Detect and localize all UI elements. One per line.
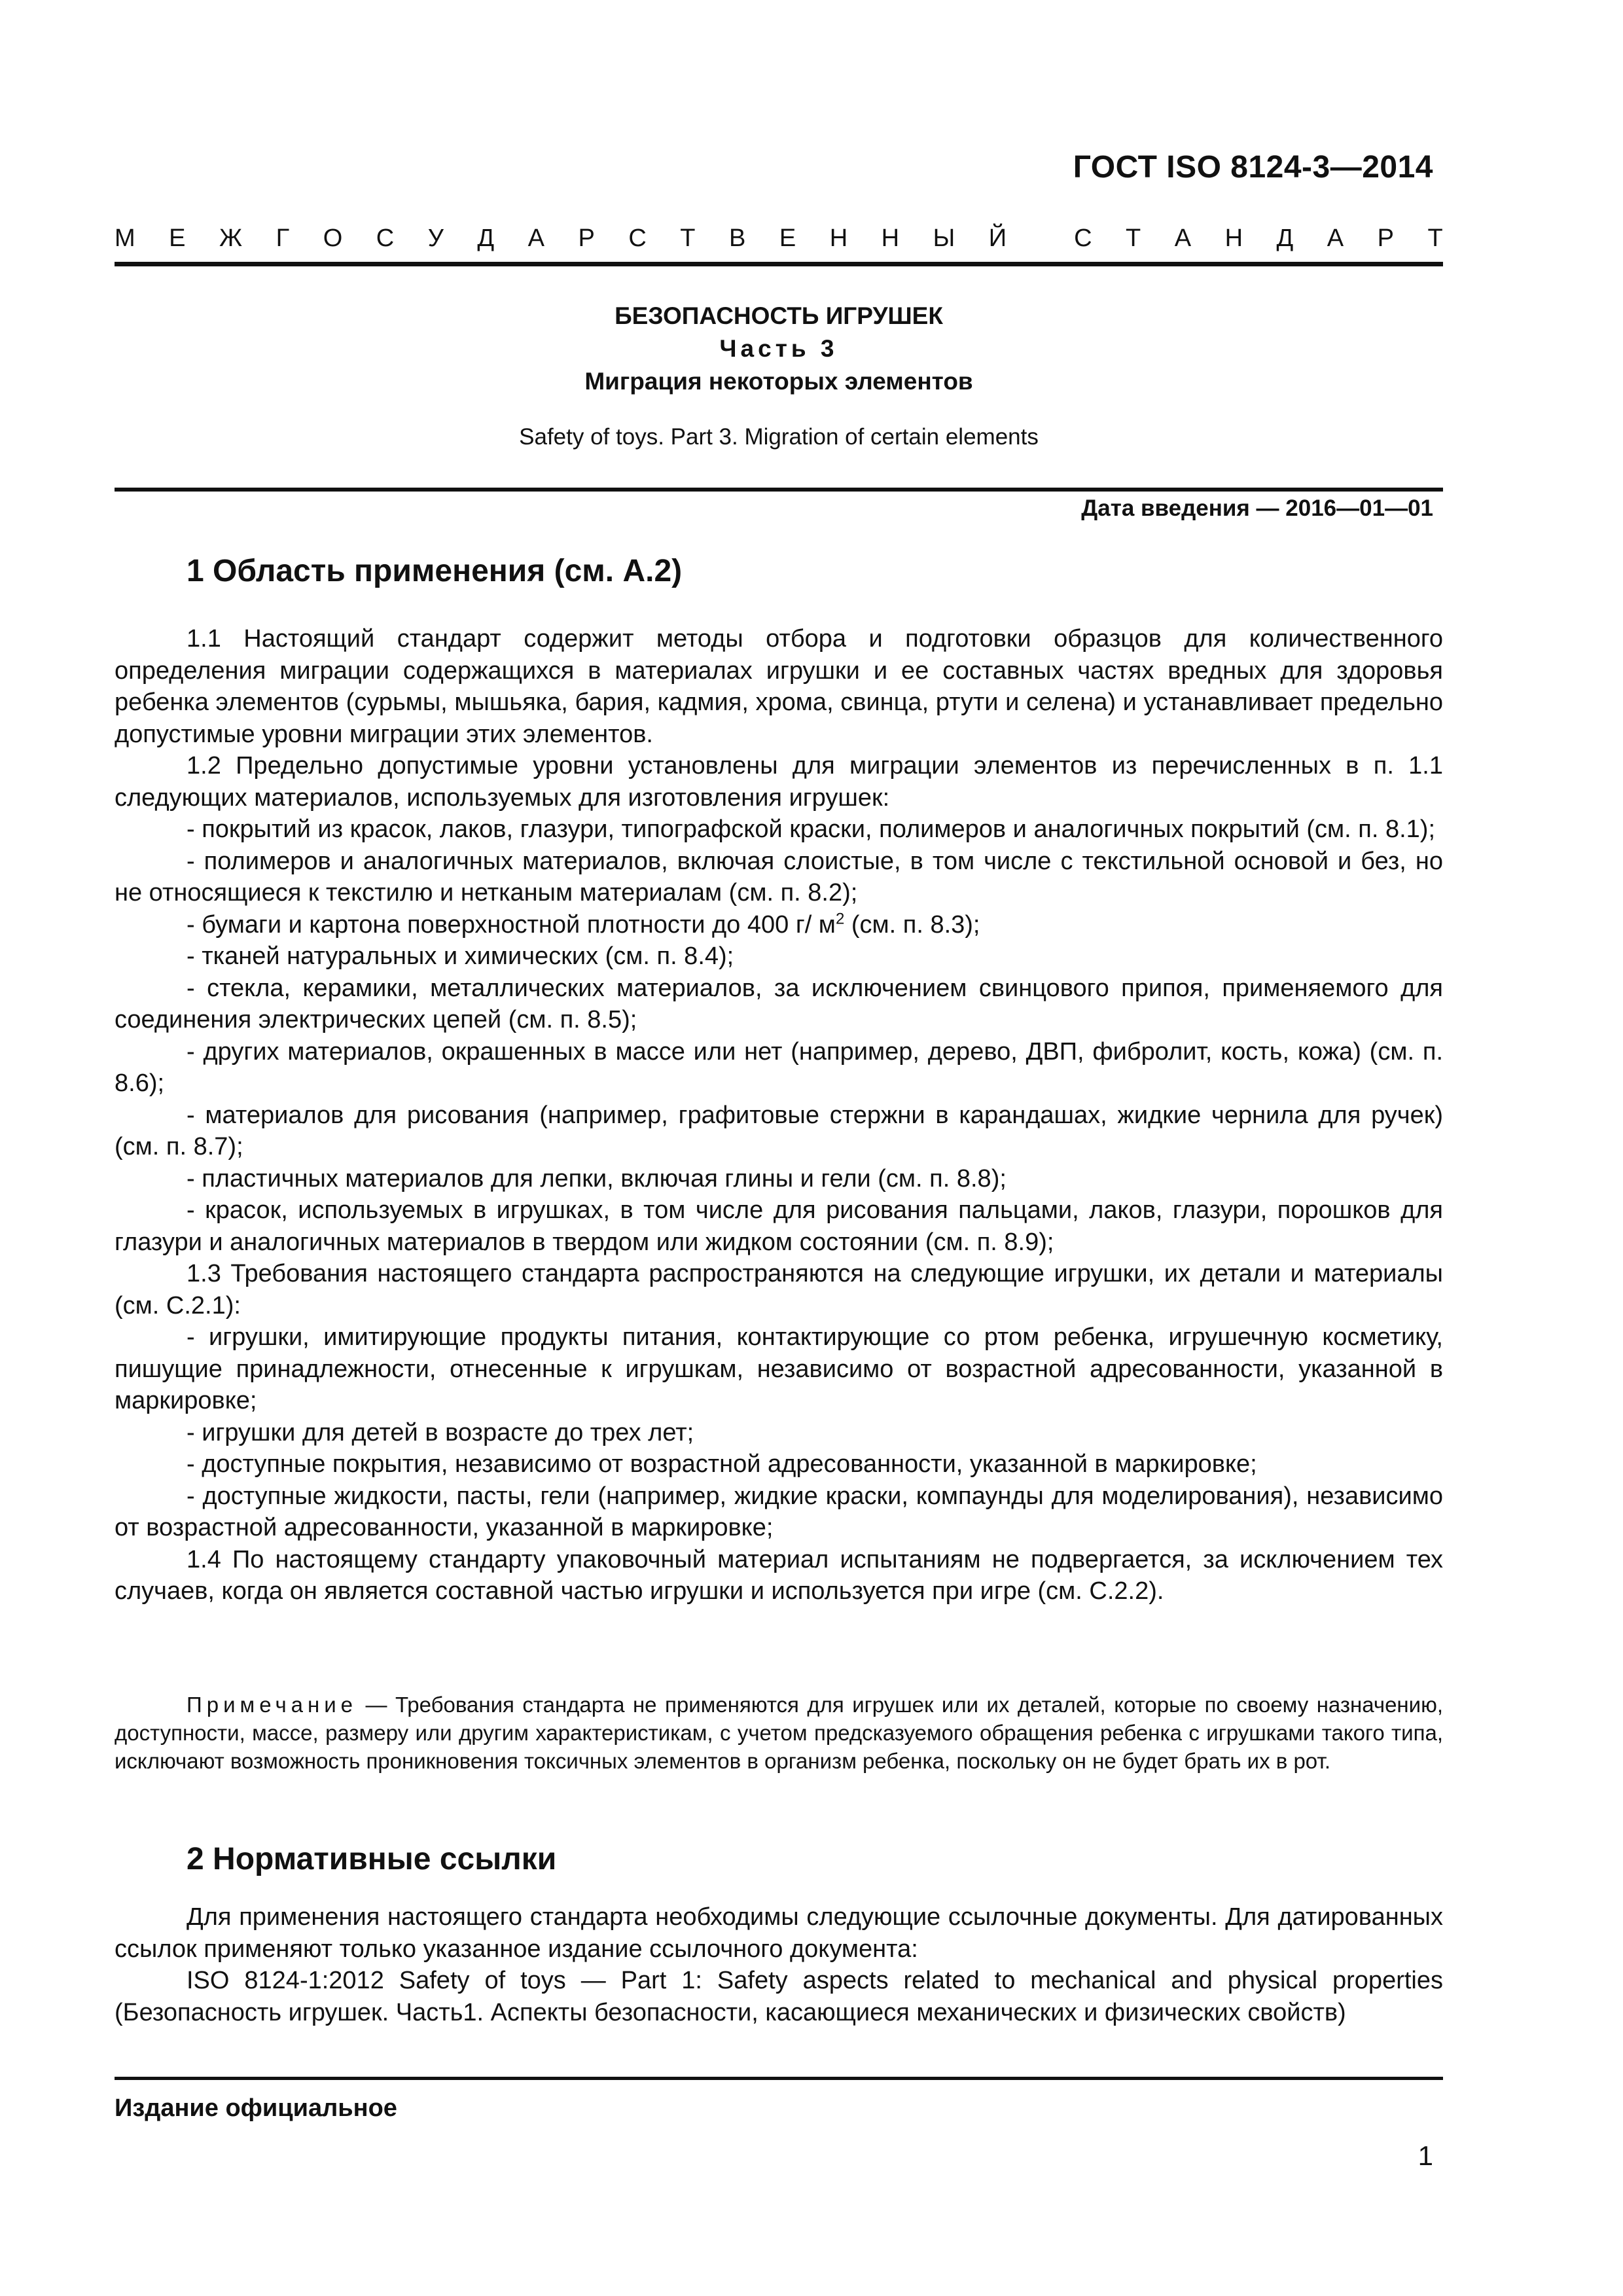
interstate-letter: Н [881, 224, 900, 252]
paragraph: 1.3 Требования настоящего стандарта распространяются на следующие игрушки, их детали и материалы (см. С.2.1): [115, 1260, 1443, 1319]
note-text: — Требования стандарта не применяются для игрушек или их деталей, которые по своему назначению, доступности, массе, размеру или другим характеристикам, с учетом предсказуемого обращения ребенка с игрушками такого типа, исключают возможность проникновения токсичных элементов в организм ребенка, поскольку он не будет брать их в рот. [115, 1693, 1443, 1773]
section-2-title: 2 Нормативные ссылки [187, 1842, 557, 1876]
interstate-letter: Ж [219, 224, 243, 252]
list-item: - тканей натуральных и химических (см. п. 8.4); [187, 942, 734, 970]
page-number: 1 [1418, 2140, 1433, 2171]
section-2-body [115, 1901, 1443, 2028]
title-line-2: Часть 3 [719, 335, 838, 362]
interstate-letter: С [376, 224, 395, 252]
list-item: - полимеров и аналогичных материалов, включая слоистые, в том числе с текстильной основой и без, но не относящиеся к текстилю и нетканым материалам (см. п. 8.2); [115, 847, 1443, 906]
paragraph: ISO 8124-1:2012 Safety of toys — Part 1: Safety aspects related to mechanical and physical properties (Безопасность игрушек. Часть1. Аспекты безопасности, касающиеся механических и физических свойств) [115, 1967, 1443, 2026]
document-code: ГОСТ ISO 8124-3—2014 [1073, 150, 1433, 185]
list-item: - красок, используемых в игрушках, в том числе для рисования пальцами, лаков, глазури, порошков для глазури и аналогичных материалов в твердом или жидком состоянии (см. п. 8.9); [115, 1196, 1443, 1256]
note [115, 1691, 1443, 1775]
interstate-letter: Н [829, 224, 848, 252]
interstate-letter: Ы [933, 224, 955, 252]
paragraph: 1.4 По настоящему стандарту упаковочный материал испытаниям не подвергается, за исключением тех случаев, когда он является составной частью игрушки и используется при игре (см. С.2.2). [115, 1545, 1443, 1605]
interstate-letter: А [1327, 224, 1344, 252]
list-item: - игрушки, имитирующие продукты питания, контактирующие со ртом ребенка, игрушечную косметику, пишущие принадлежности, отнесенные к игрушкам, независимо от возрастной адресованности, указанной в маркировке; [115, 1323, 1443, 1414]
interstate-letter: Е [779, 224, 796, 252]
interstate-letter: У [427, 224, 444, 252]
interstate-letter: Р [578, 224, 595, 252]
header-rule [115, 262, 1443, 266]
interstate-letter: Д [1276, 224, 1294, 252]
section-1-body [115, 623, 1443, 1607]
list-item: - других материалов, окрашенных в массе или нет (например, дерево, ДВП, фибролит, кость, кожа) (см. п. 8.6); [115, 1037, 1443, 1097]
interstate-letter: В [728, 224, 746, 252]
interstate-letter: Т [1126, 224, 1141, 252]
paragraph: 1.2 Предельно допустимые уровни установлены для миграции элементов из перечисленных в п. 1.1 следующих материалов, используемых для изготовления игрушек: [115, 752, 1443, 812]
introduction-date: Дата введения — 2016—01—01 [1081, 495, 1433, 521]
title-line-3: Миграция некоторых элементов [584, 368, 973, 395]
list-item: - игрушки для детей в возрасте до трех лет; [187, 1418, 694, 1446]
list-item: - доступные покрытия, независимо от возрастной адресованности, указанной в маркировке; [187, 1450, 1257, 1478]
paragraph: Для применения настоящего стандарта необходимы следующие ссылочные документы. Для датированных ссылок применяют только указанное издание ссылочного документа: [115, 1903, 1443, 1963]
note-label: Примечание [187, 1693, 358, 1717]
footer-rule [115, 2077, 1443, 2080]
interstate-letter: Е [169, 224, 186, 252]
list-item [115, 909, 1443, 941]
list-item: - пластичных материалов для лепки, включая глины и гели (см. п. 8.8); [187, 1164, 1007, 1193]
list-item-text: - бумаги и картона поверхностной плотности до 400 г/ м [187, 910, 836, 939]
english-title: Safety of toys. Part 3. Migration of certain elements [519, 424, 1039, 450]
list-item: - покрытий из красок, лаков, глазури, типографской краски, полимеров и аналогичных покрытий (см. п. 8.1); [187, 816, 1435, 843]
paragraph: 1.1 Настоящий стандарт содержит методы отбора и подготовки образцов для количественного определения миграции содержащихся в материалах игрушки и ее составных частях вредных для здоровья ребенка элементов (сурьмы, мышьяка, бария, кадмия, хрома, свинца, ртути и селена) и устанавливает предельно допустимые уровни миграции этих элементов. [115, 625, 1443, 748]
superscript: 2 [835, 909, 845, 927]
list-item: - доступные жидкости, пасты, гели (например, жидкие краски, компаунды для моделирования), независимо от возрастной адресованности, указанной в маркировке; [115, 1482, 1443, 1541]
interstate-letter: Д [477, 224, 495, 252]
interstate-letter: Н [1224, 224, 1243, 252]
interstate-letter: О [323, 224, 343, 252]
interstate-standard-heading [115, 224, 1443, 253]
interstate-letter: А [1174, 224, 1192, 252]
interstate-letter: С [628, 224, 647, 252]
interstate-letter: Г [276, 224, 290, 252]
interstate-letter: Т [680, 224, 696, 252]
document-title [115, 300, 1443, 398]
list-item: - стекла, керамики, металлических материалов, за исключением свинцового припоя, применяемого для соединения электрических цепей (см. п. 8.5); [115, 974, 1443, 1033]
interstate-letter: А [527, 224, 544, 252]
interstate-letter: С [1074, 224, 1092, 252]
title-line-1: БЕЗОПАСНОСТЬ ИГРУШЕК [615, 302, 943, 329]
list-item: - материалов для рисования (например, графитовые стержни в карандашах, жидкие чернила для ручек) (см. п. 8.7); [115, 1101, 1443, 1160]
list-item-text: (см. п. 8.3); [844, 910, 980, 939]
title-rule [115, 488, 1443, 492]
edition-label: Издание официальное [115, 2094, 397, 2122]
interstate-letter: Р [1377, 224, 1395, 252]
interstate-letter: Й [988, 224, 1007, 252]
interstate-letter: М [115, 224, 135, 252]
interstate-letter: Т [1427, 224, 1443, 252]
section-1-title: 1 Область применения (см. А.2) [187, 554, 683, 588]
